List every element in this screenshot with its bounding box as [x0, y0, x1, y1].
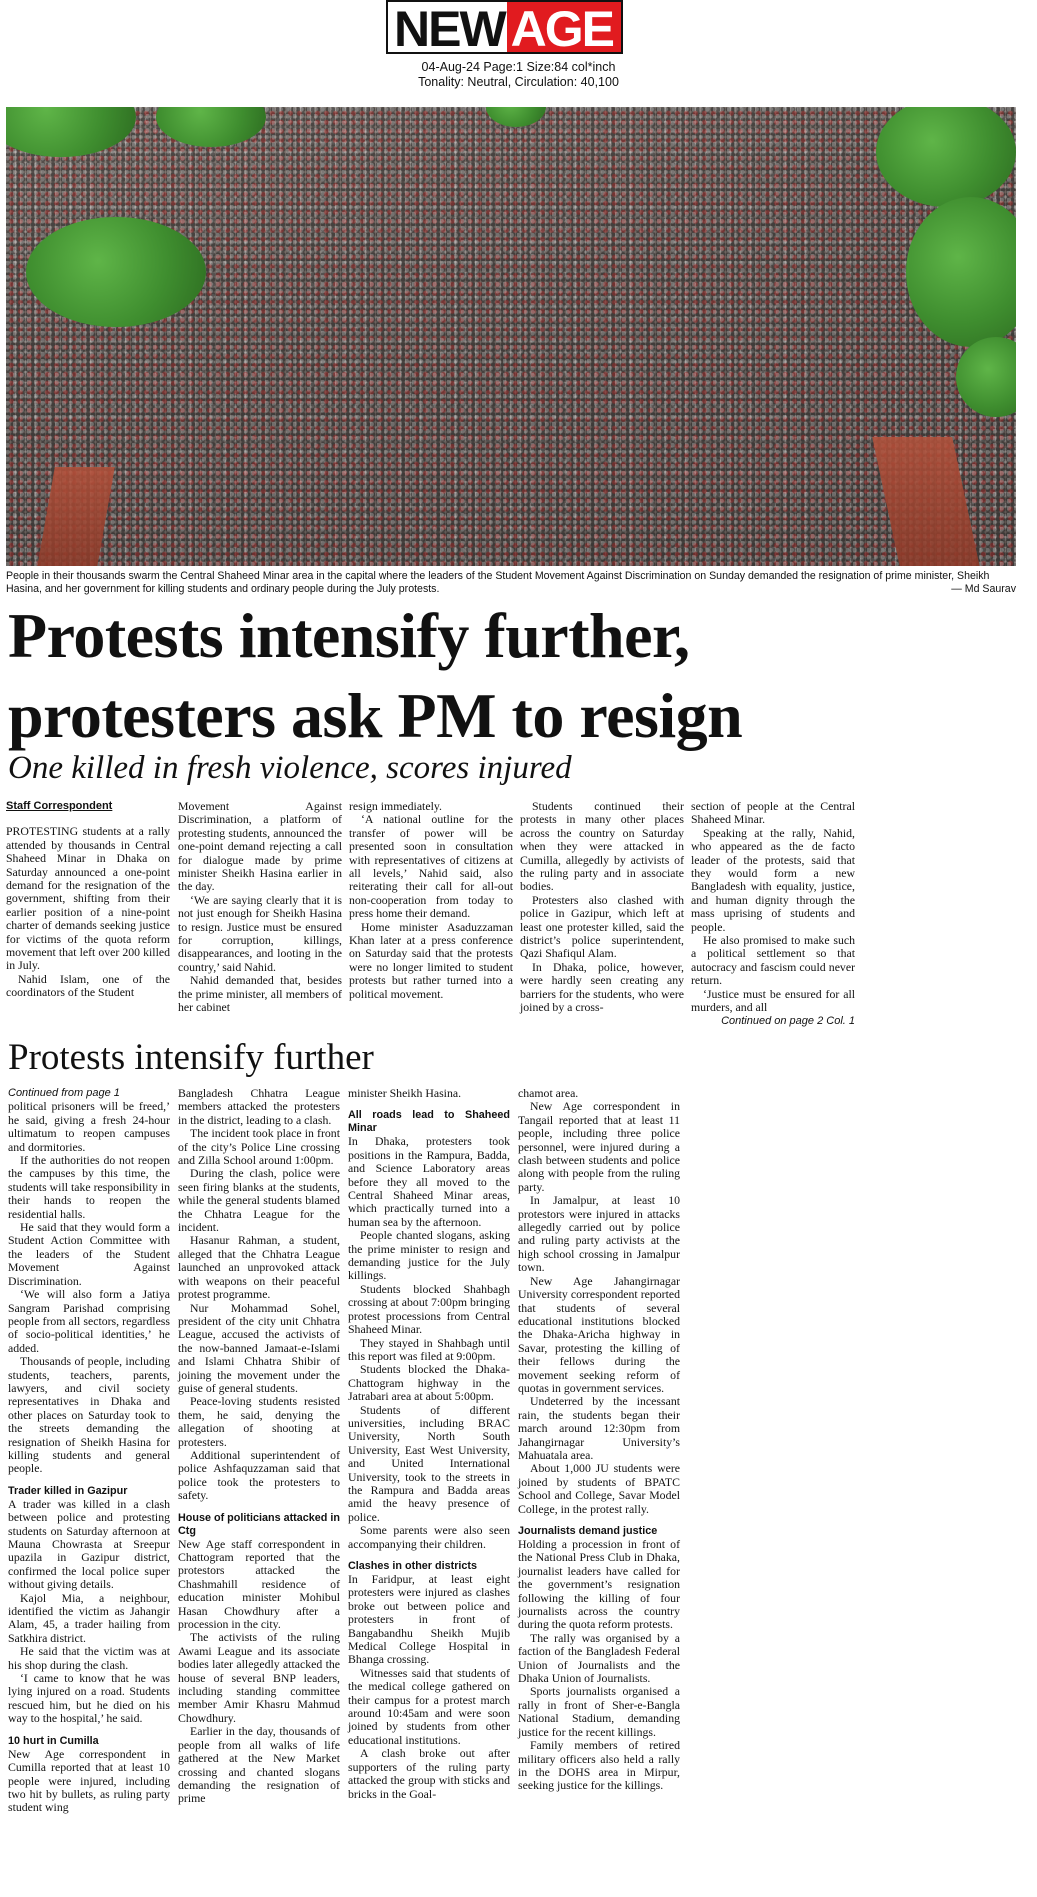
paragraph: Speaking at the rally, Nahid, who appeared as the de facto leader of the protests, said that they would form a new Bangladesh with equality, justice, and human dignity through the mass uprising of students and people. [691, 825, 855, 934]
photo-caption: People in their thousands swarm the Central Shaheed Minar area in the capital where the leaders of the Student Movement Against Discrimination on Sunday demanded the resignation of prime minister, Sheikh Hasina, and her government for killing students and ordinary people during the July protests. [6, 570, 990, 595]
paragraph: Students blocked the Dhaka-Chattogram highway in the Jatrabari area at about 5:00pm. [348, 1362, 510, 1404]
crowd-photo [6, 107, 1016, 566]
meta-line-2: Tonality: Neutral, Circulation: 40,100 [418, 75, 619, 89]
paragraph: During the clash, police were seen firing blanks at the students, while the general students blamed the Chhatra League for the incident. [178, 1166, 340, 1235]
paragraph: In Jamalpur, at least 10 protestors were injured in attacks allegedly carried out by police and ruling party activists at the high school crossing in Jamalpur town. [518, 1193, 680, 1275]
paragraph: A clash broke out after supporters of the ruling party attacked the group with sticks and bricks in the Goal- [348, 1746, 510, 1801]
photo-credit: — Md Saurav [951, 583, 1016, 595]
story1-column-2 [178, 800, 342, 1015]
paragraph: minister Sheikh Hasina. [348, 1086, 462, 1100]
paragraph: Undeterred by the incessant rain, the students began their march around 12:30pm from Jahangirnagar University’s Mahuatala area. [518, 1394, 680, 1462]
logo-age: AGE [507, 0, 623, 54]
story2-column-2 [178, 1087, 340, 1806]
paragraph: Peace-loving students resisted them, he said, denying the allegation of shooting at protesters. [178, 1394, 340, 1449]
story2-column-4 [518, 1087, 680, 1793]
paragraph: Earlier in the day, thousands of people from all walks of life gathered at the New Market crossing and chanted slogans demanding the resignation of prime [178, 1724, 340, 1806]
paragraph: ‘I came to know that he was lying injured on a road. Students rescued him, but he died on his way to the hospital,’ he said. [8, 1671, 170, 1726]
story2-column-3 [348, 1087, 510, 1801]
paragraph: In Faridpur, at least eight protesters were injured as clashes broke out between police and protesters in front of Bangabandhu Sheikh Mujib Medical College Hospital in Bhanga crossing. [348, 1572, 510, 1667]
paragraph: Students continued their protests in many other places across the country on Saturday when they were attacked in Cumilla, allegedly by activists of the ruling party and in associate bodies. [520, 799, 684, 894]
paragraph: Students of different universities, including BRAC University, North South University, East West University, and United International University, took to the streets in the Rampura and Badda areas amid the heavy presence of police. [348, 1402, 510, 1524]
paragraph: Additional superintendent of police Ashfaquzzaman said that police took the protesters to safety. [178, 1447, 340, 1503]
paragraph: section of people at the Central Shaheed Minar. [691, 799, 855, 827]
story1-column-5 [691, 800, 855, 1028]
clipping-meta [0, 60, 1037, 90]
headline-line-1: Protests intensify further, [8, 600, 690, 671]
subheadline: One killed in fresh violence, scores injured [8, 750, 572, 786]
paragraph: Family members of retired military officers also held a rally in the DOHS area in Mirpur, seeking justice for the killings. [518, 1738, 680, 1793]
paragraph: He said that they would form a Student Action Committee with the leaders of the Student Movement Against Discrimination. [8, 1220, 170, 1288]
paragraph: political prisoners will be freed,’ he said, giving a fresh 24-hour ultimatum to reopen campuses and dormitories. [8, 1099, 170, 1154]
paragraph: Thousands of people, including students, teachers, parents, lawyers, and civil society representatives in Dhaka and other places on Saturday took to the streets demanding the resignation of Sheikh Hasina for killing students and general people. [8, 1354, 170, 1476]
paragraph: ‘Justice must be ensured for all murders, and all [691, 986, 855, 1015]
logo-new: NEW [386, 0, 507, 54]
paragraph: They stayed in Shahbagh until this report was filed at 9:00pm. [348, 1335, 510, 1363]
jump-headline: Protests intensify further [8, 1037, 374, 1078]
main-headline [8, 596, 1018, 756]
paragraph: Sports journalists organised a rally in front of Sher-e-Bangla National Stadium, demanding justice for the recent killings. [518, 1684, 680, 1739]
paragraph: In Dhaka, protesters took positions in the Rampura, Badda, and Science Laboratory areas before they all moved to the Central Shaheed Minar areas, which practically turned into a human sea by the afternoon. [348, 1134, 510, 1229]
headline-line-2: protesters ask PM to resign [8, 680, 743, 751]
paragraph: PROTESTING students at a rally attended by thousands in Central Shaheed Minar in Dhaka on Saturday announced a one-point demand for the resignation of the government, shifting from their earlier position of a nine-point charter of demands seeking justice for victims of the quota reform movement that left over 200 killed in July. [6, 824, 170, 973]
paragraph: Students blocked Shahbagh crossing at about 7:00pm bringing protest processions from Central Shaheed Minar. [348, 1281, 510, 1337]
paragraph: Nahid Islam, one of the coordinators of the Student [6, 971, 170, 1000]
subhead-ctg: House of politicians attacked in Ctg [178, 1511, 340, 1537]
subhead-gazipur: Trader killed in Gazipur [8, 1484, 128, 1497]
paragraph: People chanted slogans, asking the prime minister to resign and demanding justice for the July killings. [348, 1228, 510, 1283]
paragraph: Bangladesh Chhatra League members attacked the protesters in the district, leading to a clash. [178, 1086, 340, 1127]
paragraph: Some parents were also seen accompanying their children. [348, 1523, 510, 1551]
story1-column-3 [349, 800, 513, 1001]
story1-column-4 [520, 800, 684, 1015]
newspaper-logo [386, 0, 656, 57]
story2-column-1 [8, 1087, 170, 1815]
story1-column-1 [6, 800, 170, 1000]
paragraph: New Age correspondent in Cumilla reported that at least 10 people were injured, including two hit by bullets, as ruling party student wing [8, 1746, 170, 1815]
subhead-cumilla: 10 hurt in Cumilla [8, 1734, 99, 1747]
continued-from: Continued from page 1 [8, 1087, 120, 1099]
subhead-journalists: Journalists demand justice [518, 1525, 658, 1537]
meta-line-1: 04-Aug-24 Page:1 Size:84 col*inch [421, 60, 616, 74]
paragraph: Protesters also clashed with police in Gazipur, which left at least one protester killed, said the district’s police superintendent, Qazi Shafiqul Alam. [520, 892, 684, 961]
paragraph: The incident took place in front of the city’s Police Line crossing and Zilla School around 1:00pm. [178, 1126, 340, 1168]
paragraph: Movement Against Discrimination, a platform of protesting students, announced the one-point demand rejecting a call for dialogue made by prime minister Sheikh Hasina earlier in the day. [178, 799, 342, 894]
paragraph: He said that the victim was at his shop during the clash. [8, 1644, 170, 1672]
paragraph: About 1,000 JU students were joined by students of BPATC School and College, Savar Model College, in the protest rally. [518, 1461, 680, 1516]
paragraph: Holding a procession in front of the National Press Club in Dhaka, journalist leaders have called for the government’s resignation following the killing of four journalists across the country during the quota reform protests. [518, 1537, 680, 1632]
paragraph: The activists of the ruling Awami League and its associate bodies later allegedly attacked the house of several BNP leaders, including standing committee member Amir Khasru Mahmud Chowdhury. [178, 1630, 340, 1725]
subhead-roads: All roads lead to Shaheed Minar [348, 1109, 510, 1135]
paragraph: Home minister Asaduzzaman Khan later at a press conference on Saturday said that the protests were no longer limited to student protests but rather turned into a political movement. [349, 919, 513, 1001]
paragraph: In Dhaka, police, however, were hardly seen creating any barriers for the students, who were joined by a cross- [520, 959, 684, 1015]
byline: Staff Correspondent [6, 800, 113, 812]
paragraph: New Age correspondent in Tangail reported that at least 11 people, including three police personnel, were injured during a clash between students and police along with people from the ruling party. [518, 1099, 680, 1194]
paragraph: Kajol Mia, a neighbour, identified the victim as Jahangir Alam, 45, a trader hailing from Satkhira district. [8, 1590, 170, 1645]
masthead [386, 0, 656, 57]
paragraph: If the authorities do not reopen the campuses by this time, the students will take responsibility in their hands to reopen the residential halls. [8, 1153, 170, 1221]
paragraph: chamot area. [518, 1086, 579, 1100]
paragraph: A trader was killed in a clash between police and protesting students on Saturday afternoon at Mauna Chowrasta at Sreepur upazila in Gazipur district, confirmed the local police super without giving details. [8, 1496, 170, 1592]
paragraph: The rally was organised by a faction of the Bangladesh Federal Union of Journalists and the Dhaka Union of Journalists. [518, 1630, 680, 1686]
paragraph: Witnesses said that students of the medical college gathered on their campus for a protest march around 10:45am and were soon joined by students from other educational institutions. [348, 1665, 510, 1747]
paragraph: ‘We are saying clearly that it is not just enough for Sheikh Hasina to resign. Justice must be ensured for corruption, killings, disappearances, and looting in the country,’ said Nahid. [178, 892, 342, 974]
paragraph: ‘We will also form a Jatiya Sangram Parishad comprising people from all sectors, regardless of socio-political identities,’ he added. [8, 1287, 170, 1355]
paragraph: Nur Mohammad Sohel, president of the city unit Chhatra League, accused the activists of the now-banned Jamaat-e-Islami and Islami Chhatra Shibir of joining the movement under the guise of general students. [178, 1300, 340, 1395]
paragraph: He also promised to make such a political settlement so that autocracy and fascism could never return. [691, 933, 855, 988]
paragraph: ‘A national outline for the transfer of power will be presented soon in consultation with representatives of citizens at all levels,’ Nahid said, also reiterating their call for all-out non-cooperation from today to press home their demand. [349, 812, 513, 921]
paragraph: New Age Jahangirnagar University correspondent reported that students of several educational institutions blocked the Dhaka-Aricha highway in Savar, protesting the killing of their fellows during the movement seeking reform of quotas in government services. [518, 1273, 680, 1395]
continued-link: Continued on page 2 Col. 1 [721, 1014, 855, 1027]
paragraph: resign immediately. [349, 799, 442, 813]
paragraph: Hasanur Rahman, a student, alleged that the Chhatra League launched an unprovoked attack with weapons on their peaceful protest programme. [178, 1233, 340, 1302]
subhead-clashes: Clashes in other districts [348, 1560, 477, 1572]
paragraph: New Age staff correspondent in Chattogram reported that the protestors attacked the Chashmahill residence of education minister Mohibul Hasan Chowdhury after a procession in the city. [178, 1536, 340, 1632]
paragraph: Nahid demanded that, besides the prime minister, all members of her cabinet [178, 973, 342, 1015]
